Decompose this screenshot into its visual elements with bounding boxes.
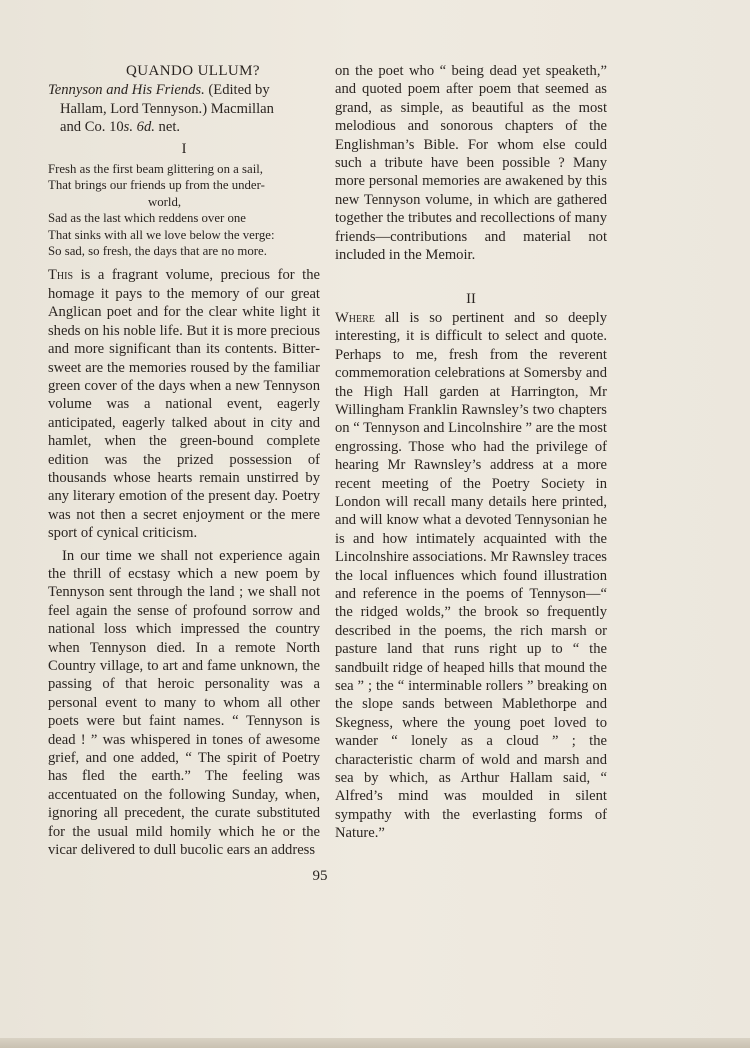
paragraph-lead: Where [335, 309, 375, 326]
left-column [48, 62, 320, 859]
poem-line: Sad as the last which reddens over one [48, 211, 246, 226]
right-column [335, 62, 607, 843]
article-title: QUANDO ULLUM? [126, 63, 260, 79]
citation-editor: (Edited by [204, 82, 270, 99]
epigraph-poem [48, 161, 320, 259]
book-citation [48, 81, 320, 136]
page-bottom-edge [0, 1038, 750, 1048]
body-paragraph: In our time we shall not experience again the thrill of ecstasy which a new poem by Tennyson sent through the land ; we shall not feel again the sense of profound sorrow and national loss which impressed the country when Tennyson died. In a remote North Country village, to art and fame unknown, the passing of that heroic personality was a personal event to many to whom all other poets were but faint names. “ Tennyson is dead ! ” was whispered in tones of awesome grief, and one added, “ The spirit of Poetry has fled the earth.” The feeling was accentuated on the following Sunday, when, ignoring all precedent, the curate substituted for the usual mild homily which he or the vicar delivered to dull bucolic ears an address [48, 547, 320, 859]
section-numeral-1: I [181, 140, 187, 157]
body-paragraph: Where all is so pertinent and so deeply interesting, it is difficult to select and quote. Perhaps to me, fresh from the reverent commemoration celebrations at Somersby and the High Hall garden at Harrington, Mr Willingham Franklin Rawnsley’s two chapters on “ Tennyson and Lincolnshire ” are the most engrossing. Those who had the privilege of hearing Mr Rawnsley’s address at a more recent meeting of the Poetry Society in London will recall many details here printed, and will know what a devoted Tennysonian he is and how intimately acquainted with the Lincolnshire associations. Mr Rawnsley traces the local influences which found illustration and reference in the poems of Tennyson—“ the ridged wolds,” the brook so frequently described in the poems, the rich marsh or pasture land that runs right up to “ the sandbuilt ridge of heaped hills that mound the sea ” ; the “ interminable rollers ” breaking on the slope sands between Mablethorpe and Skegness, where the young poet loved to wander “ lonely as a cloud ” ; the characteristic charm of wold and marsh and sea by which, as Arthur Hallam said, “ Alfred’s mind was moulded in silent sympathy with the everlasting forms of Nature.” [335, 309, 607, 842]
citation-line-2: Hallam, Lord Tennyson.) Macmillan [60, 100, 274, 117]
citation-line-3: and Co. 10s. 6d. net. [60, 119, 181, 136]
poem-line: So sad, so fresh, the days that are no more. [48, 244, 267, 259]
body-paragraph: This is a fragrant volume, precious for the homage it pays to the memory of our great Anglican poet and for the clear white light it sheds on his noble life. But it is more precious and more significant than its contents. Bitter-sweet are the memories roused by the familiar green cover of the days when a new Tennyson volume was a national event, eagerly anticipated, eagerly talked about in city and hamlet, when the green-bound complete edition was the prized possession of thousands whose hearts remain unstirred by any literary emotion of the present day. Poetry was not then a secret enjoyment or the mere sport of cynical criticism. [48, 267, 320, 542]
citation-price: 10s. 6d. [109, 119, 155, 136]
page-number: 95 [312, 868, 328, 884]
section-numeral-2: II [466, 291, 476, 308]
paragraph-lead: This [48, 267, 74, 284]
body-paragraph: on the poet who “ being dead yet speaketh,” and quoted poem after poem that seemed as grand, as simple, as beautiful as the most melodious and sonorous chapters of the Englishman’s Bible. For whom else could such a tribute have been possible ? Many more personal memories are awakened by this new Tennyson volume, in which are gathered together the tributes and recollections of many friends—contributions and material not included in the Memoir. [335, 63, 607, 264]
citation-line-1 [48, 81, 320, 99]
poem-line: Fresh as the first beam glittering on a sail, [48, 162, 264, 177]
poem-line: That brings our friends up from the under- [48, 178, 265, 193]
citation-book-title: Tennyson and His Friends. [48, 82, 205, 99]
poem-line: world, [148, 194, 182, 209]
poem-line: That sinks with all we love below the verge: [48, 227, 275, 242]
